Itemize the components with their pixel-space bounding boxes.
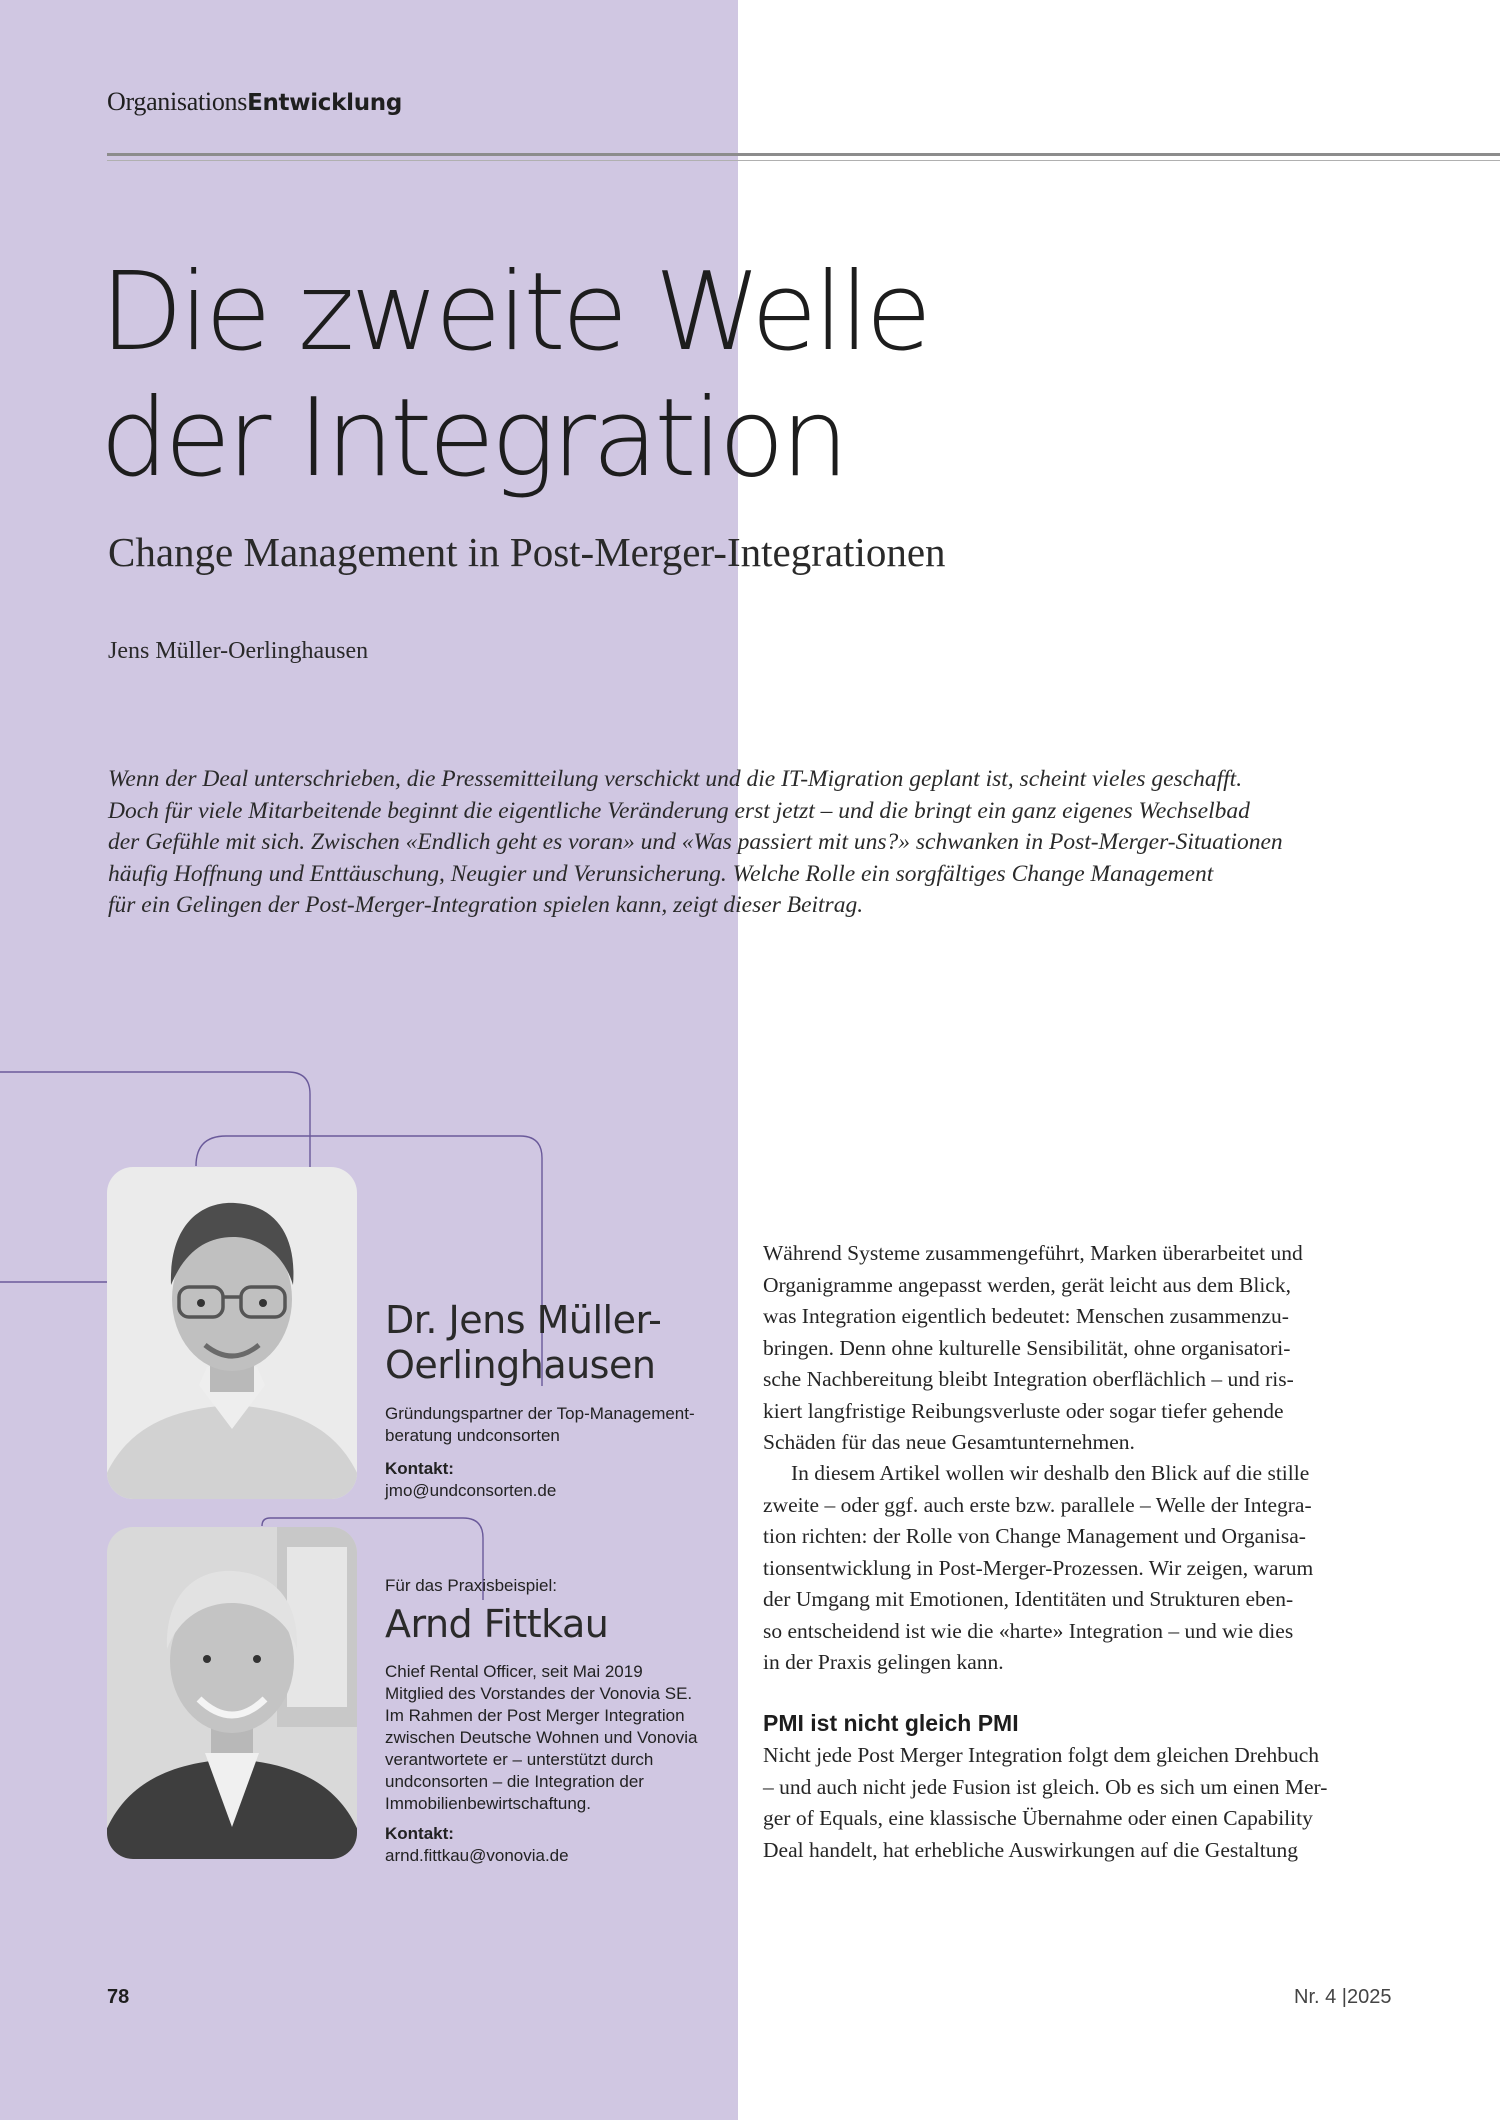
person-role-fittkau: Chief Rental Officer, seit Mai 2019 Mitglied des Vorstandes der Vonovia SE. Im Rahmen der Post Merger Integration zwischen Deutsche Wohnen und Vonovia verantwortete er – unterstützt durch undconsorten – die Integration der Immobilienbewirtschaftung. <box>385 1662 698 1813</box>
contact-block-mueller-oerlinghausen: Kontakt: jmo@undconsorten.de <box>385 1459 557 1500</box>
page-number: 78 <box>107 1986 130 2008</box>
article-subtitle: Change Management in Post-Merger-Integrationen <box>108 529 946 575</box>
issue-number: Nr. 4 |2025 <box>1294 1986 1392 2008</box>
portrait-photo-fittkau <box>107 1527 357 1859</box>
article-abstract: Wenn der Deal unterschrieben, die Pressemitteilung verschickt und die IT-Migration geplant ist, scheint vieles geschafft. Doch für viele Mitarbeitende beginnt die eigentliche Veränderung erst jetzt – und die bringt ein ganz eigenes Wechselbad der Gefühle mit sich. Zwischen «Endlich geht es voran» und «Was passiert mit uns?» schwanken in Post-Merger-Situationen häufig Hoffnung und Enttäuschung, Neugier und Verunsicherung. Welche Rolle ein sorgfältiges Change Management für ein Gelingen der Post-Merger-Integration spielen kann, zeigt dieser Beitrag. <box>108 766 1283 918</box>
person-name-mueller-oerlinghausen: Dr. Jens Müller- Oerlinghausen <box>385 1298 662 1387</box>
person-name-fittkau: Arnd Fittkau <box>385 1602 609 1646</box>
email-link-fittkau[interactable]: arnd.fittkau@vonovia.de <box>385 1846 569 1865</box>
section-heading: PMI ist nicht gleich PMI <box>763 1710 1019 1736</box>
contact-block-fittkau: Kontakt: arnd.fittkau@vonovia.de <box>385 1824 569 1865</box>
body-paragraph-3: Nicht jede Post Merger Integration folgt dem gleichen Drehbuch – und auch nicht jede Fusion ist gleich. Ob es sich um einen Mer- ger of Equals, eine klassische Übernahme oder einen Capability Deal handelt, hat erhebliche Auswirkungen auf die Gestaltung <box>763 1743 1328 1862</box>
body-paragraph-2: In diesem Artikel wollen wir deshalb den Blick auf die stille zweite – oder ggf. auch erste bzw. parallele – Welle der Integra- tion richten: der Rolle von Change Management und Organisa- tionsentwicklung in Post-Merger-Prozessen. Wir zeigen, warum der Umgang mit Emotionen, Identitäten und Strukturen eben- so entscheidend ist wie die «harte» Integration – und wie dies in der Praxis gelingen kann. <box>763 1461 1314 1674</box>
email-link-mueller-oerlinghausen[interactable]: jmo@undconsorten.de <box>385 1481 557 1500</box>
header-rule-thin <box>107 160 1500 161</box>
person-role-mueller-oerlinghausen: Gründungspartner der Top-Management- beratung undconsorten <box>385 1404 695 1445</box>
article-title: Die zweite Welle der Integration <box>100 250 928 501</box>
article-author: Jens Müller-Oerlinghausen <box>108 638 369 664</box>
section-header: OrganisationsEntwicklung <box>107 87 402 116</box>
portrait-photo-mueller-oerlinghausen <box>107 1167 357 1499</box>
header-rule <box>107 153 1500 156</box>
body-paragraph-1: Während Systeme zusammengeführt, Marken überarbeitet und Organigramme angepasst werden, gerät leicht aus dem Blick, was Integration eigentlich bedeutet: Menschen zusammenzu- bringen. Denn ohne kulturelle Sensibilität, ohne organisatori- sche Nachbereitung bleibt Integration oberflächlich – und ris- kiert langfristige Reibungsverluste oder sogar tiefer gehende Schäden für das neue Gesamtunternehmen. <box>763 1241 1303 1454</box>
praxisbeispiel-intro: Für das Praxisbeispiel: <box>385 1576 557 1595</box>
